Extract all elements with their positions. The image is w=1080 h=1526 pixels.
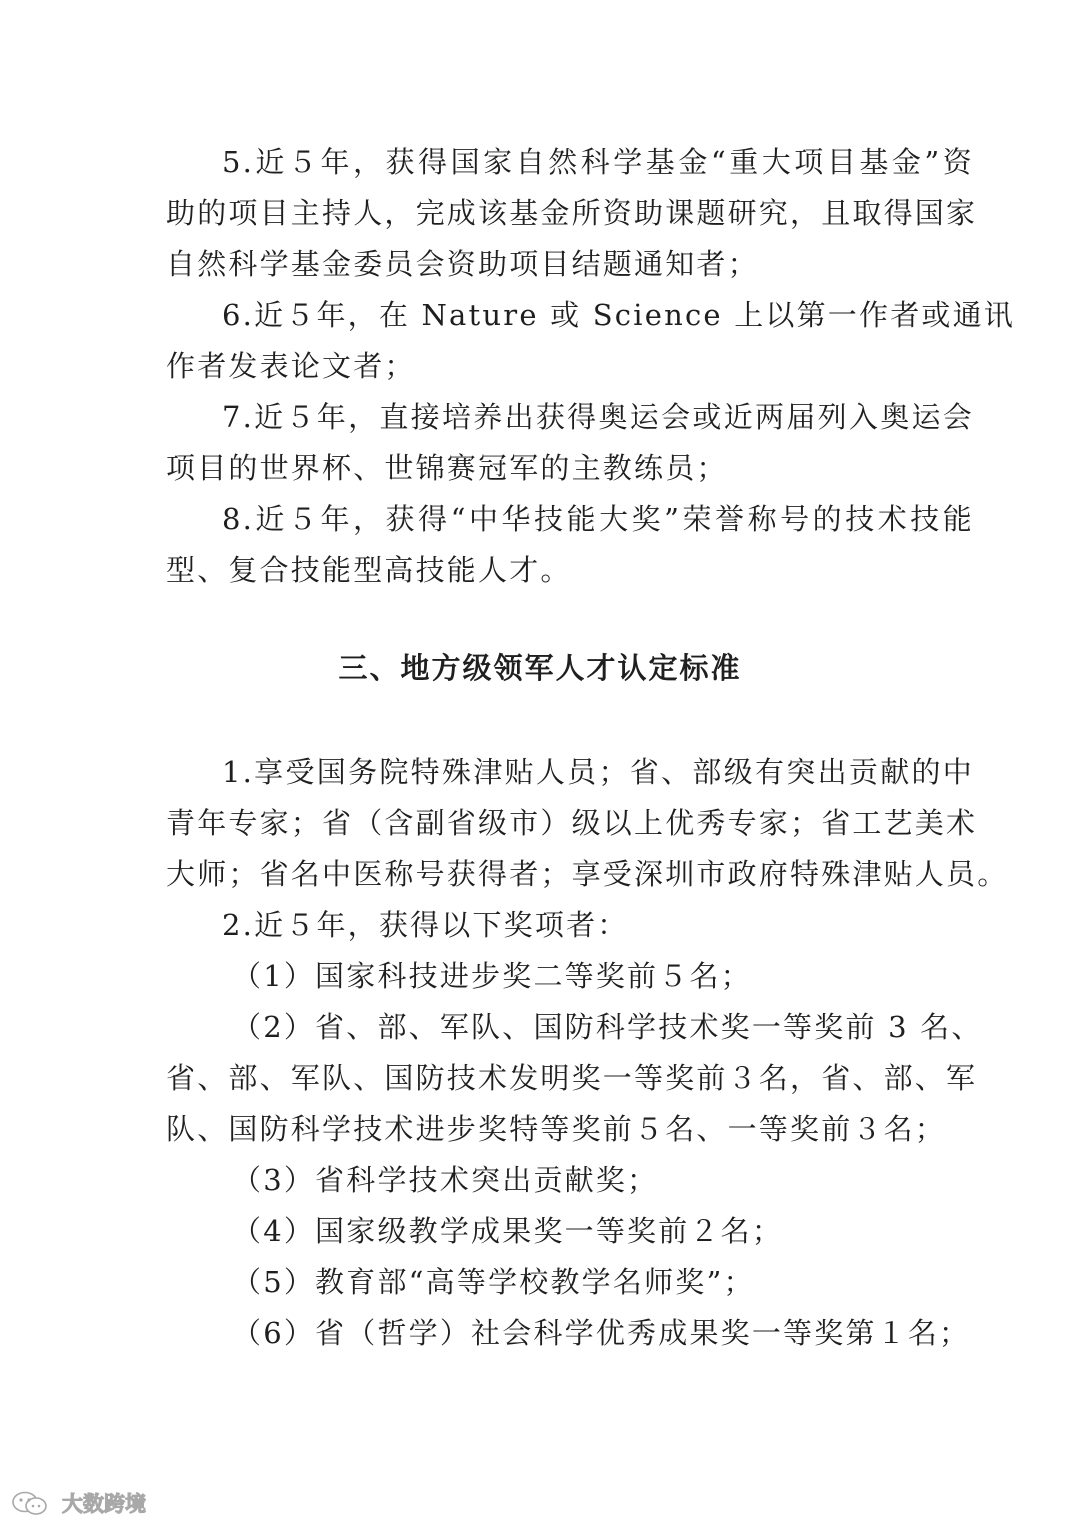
s3-sub4: （4）国家级教学成果奖一等奖前２名； [232,1214,784,1248]
s3-sub3: （3）省科学技术突出贡献奖； [232,1163,659,1197]
item5-line3: 自然科学基金委员会资助项目结题通知者； [166,247,759,281]
item6-line2: 作者发表论文者； [166,349,416,383]
item8-line2: 型、复合技能型高技能人才。 [166,553,572,587]
s3-sub2-line2: 省、部、军队、国防技术发明奖一等奖前３名，省、部、军 [166,1061,978,1095]
item7-line2: 项目的世界杯、世锦赛冠军的主教练员； [166,451,728,485]
s3-item1-line1: 1.享受国务院特殊津贴人员；省、部级有突出贡献的中 [222,755,974,789]
s3-sub5: （5）教育部“高等学校教学名师奖”； [232,1265,755,1299]
watermark [10,1488,146,1518]
watermark-text: 大数跨境 [62,1492,146,1516]
item5-line2: 助的项目主持人，完成该基金所资助课题研究，且取得国家 [166,196,978,230]
s3-item1-line2: 青年专家；省（含副省级市）级以上优秀专家；省工艺美术 [166,806,978,840]
section-heading: 三、地方级领军人才认定标准 [338,651,742,685]
item6-line1: 6.近５年，在 Nature 或 Science 上以第一作者或通讯 [222,298,1015,332]
s3-sub2-line1: （2）省、部、军队、国防科学技术奖一等奖前 3 名、 [232,1010,983,1044]
item7-line1: 7.近５年，直接培养出获得奥运会或近两届列入奥运会 [222,400,974,434]
s3-sub6: （6）省（哲学）社会科学优秀成果奖一等奖第１名； [232,1316,971,1350]
s3-item2: 2.近５年，获得以下奖项者： [222,908,629,942]
s3-sub2-line3: 队、国防科学技术进步奖特等奖前５名、一等奖前３名； [166,1112,947,1146]
s3-sub1: （1）国家科技进步奖二等奖前５名； [232,959,752,993]
item5-line1: 5.近５年，获得国家自然科学基金“重大项目基金”资 [222,145,974,179]
wechat-logo-icon [10,1489,56,1517]
s3-item1-line3: 大师；省名中医称号获得者；享受深圳市政府特殊津贴人员。 [166,857,1009,891]
item8-line1: 8.近５年，获得“中华技能大奖”荣誉称号的技术技能 [222,502,974,536]
